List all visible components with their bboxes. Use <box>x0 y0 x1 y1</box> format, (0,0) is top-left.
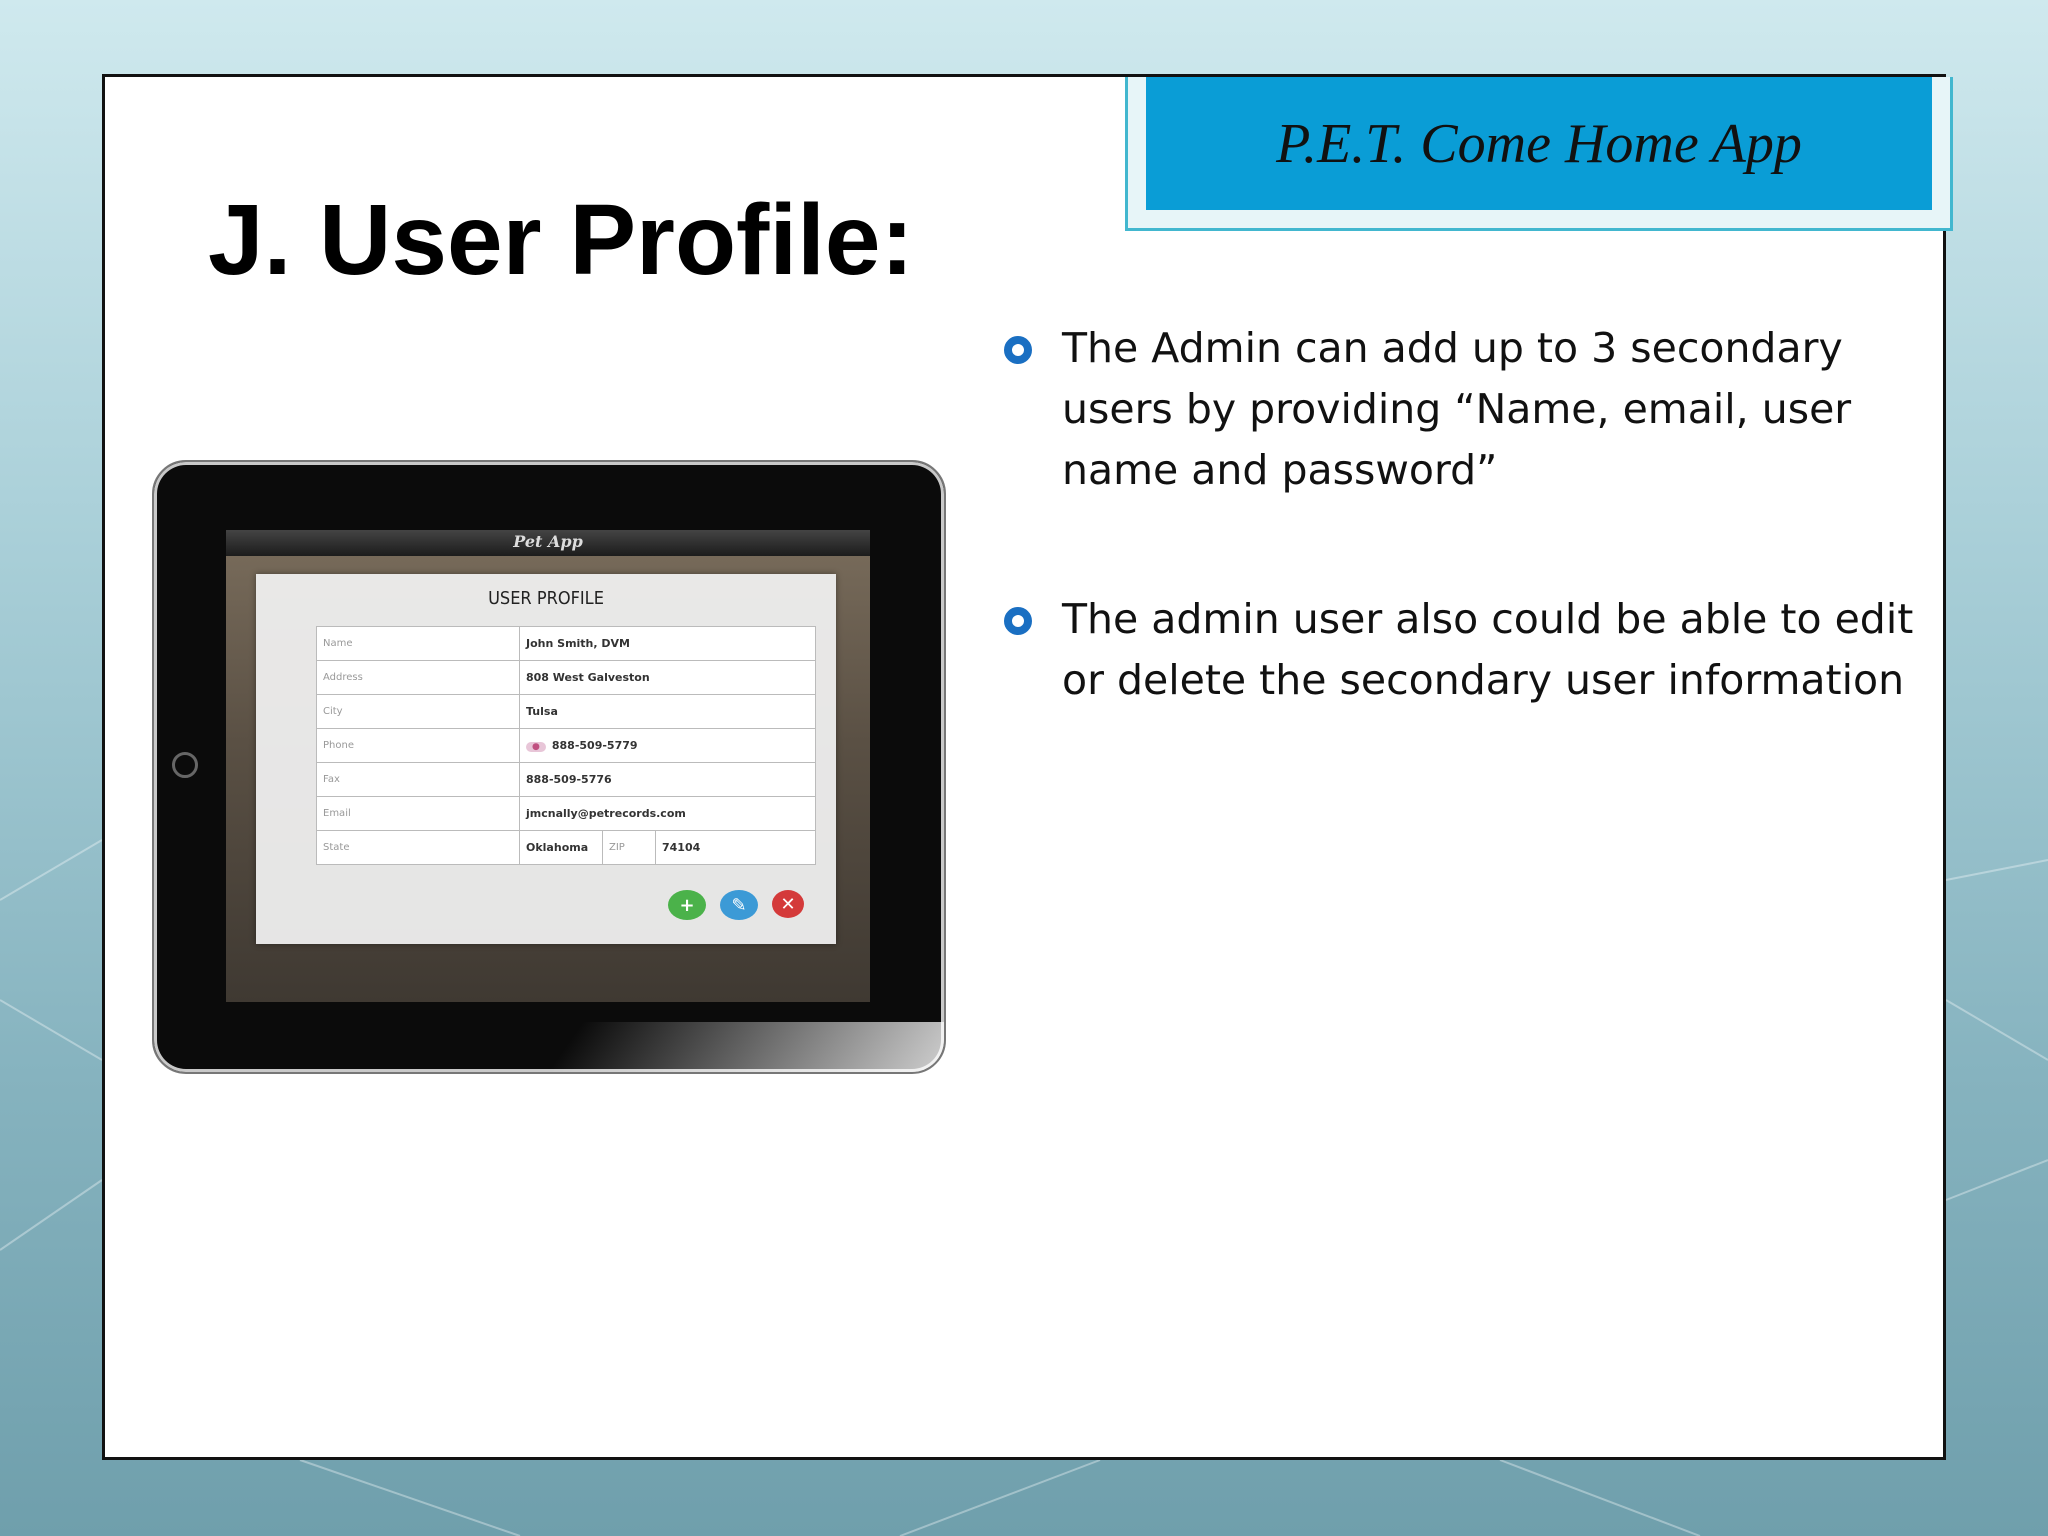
field-value[interactable] <box>520 729 816 763</box>
table-row <box>317 763 816 797</box>
field-value[interactable]: Tulsa <box>520 695 816 729</box>
bullet-item <box>1000 589 1930 711</box>
table-row <box>317 627 816 661</box>
field-label: Name <box>317 627 520 661</box>
app-status-bar <box>226 530 870 556</box>
table-row <box>317 661 816 695</box>
user-profile-panel <box>256 574 836 944</box>
table-row <box>317 695 816 729</box>
zip-label: ZIP <box>603 831 656 865</box>
field-label: Email <box>317 797 520 831</box>
tablet-glare <box>485 1022 946 1074</box>
table-row <box>317 729 816 763</box>
edit-button[interactable]: ✎ <box>720 890 758 920</box>
zip-value[interactable]: 74104 <box>656 831 816 865</box>
phone-type-pill[interactable]: ● <box>526 742 546 752</box>
action-buttons <box>668 890 804 920</box>
bullet-ring-icon <box>1004 607 1032 635</box>
field-label: City <box>317 695 520 729</box>
tablet-screen <box>226 530 870 1002</box>
table-row <box>317 831 816 865</box>
field-label: Phone <box>317 729 520 763</box>
delete-button[interactable]: ✕ <box>772 890 804 918</box>
bullet-list <box>1000 318 1930 799</box>
field-label: Address <box>317 661 520 695</box>
field-value[interactable]: John Smith, DVM <box>520 627 816 661</box>
state-value[interactable]: Oklahoma <box>520 831 603 865</box>
bullet-item <box>1000 318 1930 501</box>
header-banner-fill <box>1146 77 1932 210</box>
field-label: State <box>317 831 520 865</box>
tablet-screenshot <box>152 460 946 1074</box>
field-value[interactable]: 808 West Galveston <box>520 661 816 695</box>
field-value[interactable]: jmcnally@petrecords.com <box>520 797 816 831</box>
bullet-text: The admin user also could be able to edit or delete the secondary user information <box>1062 595 1914 704</box>
field-label: Fax <box>317 763 520 797</box>
banner-title: P.E.T. Come Home App <box>1276 112 1802 175</box>
profile-form <box>316 626 816 865</box>
home-button-icon <box>172 752 198 778</box>
bullet-ring-icon <box>1004 336 1032 364</box>
field-value[interactable]: 888-509-5776 <box>520 763 816 797</box>
bullet-text: The Admin can add up to 3 secondary users by providing “Name, email, user name and password” <box>1062 324 1852 494</box>
phone-number: 888-509-5779 <box>551 739 638 752</box>
slide-title: J. User Profile: <box>208 184 914 296</box>
add-button[interactable]: + <box>668 890 706 920</box>
app-name: Pet App <box>513 532 583 551</box>
table-row <box>317 797 816 831</box>
panel-title: USER PROFILE <box>488 588 604 609</box>
header-banner <box>1125 77 1953 231</box>
